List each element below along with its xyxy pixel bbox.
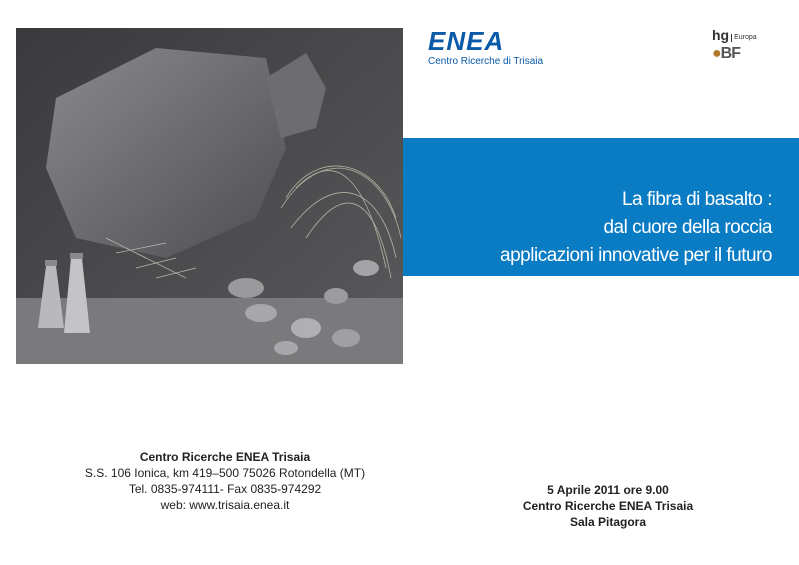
- organizer-street: S.S. 106 Ionica, km 419–500 75026 Rotondella (MT): [84, 466, 366, 480]
- title-line-2: dal cuore della roccia: [603, 217, 772, 238]
- event-room: Sala Pitagora: [569, 515, 647, 529]
- title-line-1: La fibra di basalto :: [621, 189, 772, 210]
- event-place: Centro Ricerche ENEA Trisaia: [522, 499, 694, 513]
- event-title: [500, 186, 772, 270]
- hg-logo: hg: [712, 27, 730, 43]
- enea-wordmark: ENEA: [428, 26, 505, 56]
- title-line-3: applicazioni innovative per il futuro: [500, 245, 772, 266]
- organizer-web: web: www.trisaia.enea.it: [160, 498, 290, 512]
- event-details: [502, 482, 714, 530]
- bf-logo: ●BF: [712, 45, 740, 62]
- event-date: 5 Aprile 2011 ore 9.00: [547, 483, 669, 497]
- enea-subtitle: Centro Ricerche di Trisaia: [428, 56, 544, 67]
- europa-label: Europa: [731, 34, 757, 42]
- partner-logos: [712, 28, 792, 68]
- organizer-phone: Tel. 0835-974111- Fax 0835-974292: [128, 482, 322, 496]
- basalt-photo: [16, 28, 403, 364]
- enea-logo: [428, 28, 548, 70]
- organizer-name: Centro Ricerche ENEA Trisaia: [139, 450, 311, 464]
- organizer-address: [60, 449, 390, 513]
